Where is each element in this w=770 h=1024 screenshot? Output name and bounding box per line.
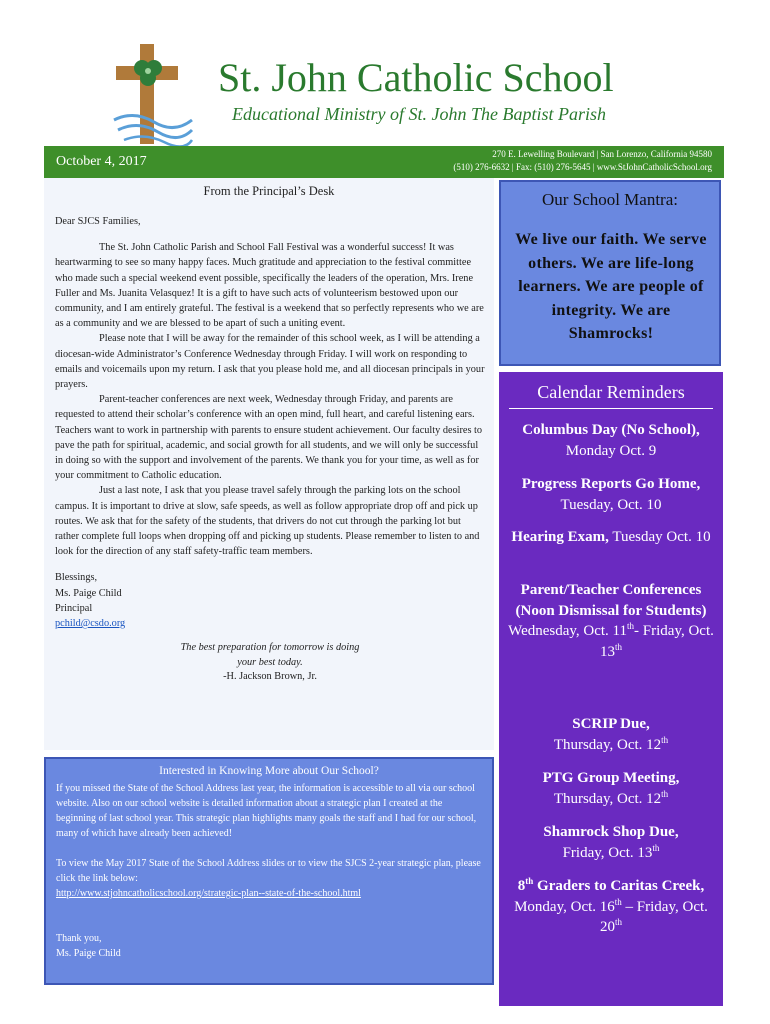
more-info-box — [44, 757, 494, 985]
date-address-bar — [44, 146, 724, 178]
event-date: Friday, Oct. 13 — [562, 844, 653, 861]
calendar-event — [505, 420, 717, 461]
event-date: Monday Oct. 9 — [565, 442, 657, 459]
calendar-event — [505, 474, 717, 515]
calendar-event — [505, 876, 717, 938]
calendar-event — [505, 714, 717, 755]
event-date: Monday, Oct. 16 — [514, 898, 615, 915]
letter-paragraph: Parent-teacher conferences are next week, Wednesday through Friday, and parents are requested to attend their scholar’s conference with an open mind, full heart, and careful listening ears. Teachers want to work in partnership with parents to ensure student achievement. Our faculty desires to pave the path for spiritual, academic, and social growth for all students, and we will only be successful in doing so with the support and involvement of the parents. We thank you for your time, as well as for your commitment to Catholic education. — [55, 394, 483, 482]
calendar-reminders-box — [499, 372, 723, 1006]
principal-letter-section — [44, 178, 494, 750]
event-title: Columbus Day (No School), — [522, 422, 700, 438]
calendar-title: Calendar Reminders — [537, 382, 685, 402]
event-date: – Friday, Oct. 20 — [599, 898, 708, 935]
principal-role: Principal — [55, 602, 93, 614]
principal-email-link[interactable]: pchild@csdo.org — [55, 618, 126, 630]
contact-line: (510) 276-6632 | Fax: (510) 276-5645 | www.StJohnCatholicSchool.org — [453, 162, 712, 172]
calendar-event — [505, 822, 717, 863]
event-title: SCRIP Due, — [572, 716, 650, 732]
address-line: 270 E. Lewelling Boulevard | San Lorenzo, California 94580 — [492, 149, 712, 159]
school-address — [453, 148, 712, 174]
signoff-name: Ms. Paige Child — [56, 948, 121, 959]
event-title: Shamrock Shop Due, — [543, 824, 679, 840]
more-info-body — [56, 781, 481, 961]
event-title: Hearing Exam, — [511, 529, 609, 545]
event-date: Tuesday, Oct. 10 — [560, 496, 662, 513]
more-info-title: Interested in Knowing More about Our School? — [159, 765, 379, 777]
event-title: 8 — [517, 878, 526, 894]
principal-name: Ms. Paige Child — [55, 587, 122, 599]
ordinal-suffix: th — [614, 896, 622, 907]
school-title: St. John Catholic School — [218, 55, 614, 100]
ordinal-suffix: th — [614, 917, 622, 927]
ordinal-suffix: th — [652, 842, 660, 853]
event-date: Wednesday, Oct. 11 — [508, 623, 628, 639]
ordinal-suffix: th — [661, 788, 669, 799]
event-date: Thursday, Oct. 12 — [553, 790, 662, 807]
strategic-plan-link[interactable]: http://www.stjohncatholicschool.org/strategic-plan--state-of-the-school.html — [56, 888, 361, 899]
quote-block — [55, 641, 485, 685]
ordinal-suffix: th — [525, 876, 534, 886]
letter-paragraph: Just a last note, I ask that you please travel safely through the parking lots on the school campus. It is important to drive at slow, safe speeds, as well as follow appropriate drop off and pick up routes. We ask that for the safety of the students, that drivers do not cut through the parking lot but rather complete full loops when dropping off and picking up students. Please remember to listen to and look for the direction of any staff safety-traffic team members. — [55, 485, 480, 558]
event-date: Thursday, Oct. 12 — [553, 736, 662, 753]
mantra-text: We live our faith. We serve others. We are life-long learners. We are people of integrity. We are Shamrocks! — [515, 231, 707, 342]
ordinal-suffix: th — [614, 641, 622, 652]
event-date: - Friday, Oct. 13 — [599, 623, 714, 660]
letter-paragraph: Please note that I will be away for the remainder of this school week, as I will be attending a diocesan-wide Administrator’s Conference Wednesday through Friday. I will work on responding to emails and voicemails upon my return. I ask that you please hold me, and all diocesan principals in your prayers. — [55, 333, 485, 391]
calendar-event — [505, 527, 717, 548]
signoff-line: Thank you, — [56, 933, 102, 944]
calendar-event — [505, 768, 717, 809]
quote-author: -H. Jackson Brown, Jr. — [223, 671, 317, 683]
info-paragraph: If you missed the State of the School Address last year, the information is accessible to all via our school website. Also on our school website is detailed information about a strategic plan I created at the beginning of last school year. This strategic plan highlights many goals the staff and I had for our school, many of which have already been achieved! — [56, 783, 477, 839]
school-mantra-box — [499, 180, 721, 366]
shamrock-icon — [134, 60, 162, 86]
ordinal-suffix: th — [627, 621, 635, 631]
letter-body — [55, 214, 485, 685]
event-title: Graders to Caritas Creek, — [533, 878, 705, 894]
letter-greeting: Dear SJCS Families, — [55, 216, 141, 227]
event-title: Parent/Teacher Conferences (Noon Dismissal for Students) — [515, 582, 707, 619]
event-title: Progress Reports Go Home, — [521, 476, 701, 492]
school-logo — [104, 40, 194, 150]
info-paragraph: To view the May 2017 State of the School Address slides or to view the SJCS 2-year strategic plan, please click the link below: — [56, 858, 481, 884]
quote-line: The best preparation for tomorrow is doing — [180, 642, 360, 654]
quote-line: your best today. — [237, 656, 303, 668]
principal-heading: From the Principal’s Desk — [203, 184, 335, 198]
letter-closing: Blessings, — [55, 572, 98, 584]
event-date: Tuesday Oct. 10 — [608, 529, 711, 545]
letter-paragraph: The St. John Catholic Parish and School Fall Festival was a wonderful success! It was heartwarming to see so many happy faces. Much gratitude and appreciation to the festival committee who made such a special weekend event possible, specifically the leaders of the operation, Mrs. Irene Fuller and Ms. Juanita Velasquez! It is a gift to have such acts of volunteerism bestowed upon our community, and I am entirely grateful. The festival is a weekend that so perfectly represents who we are as a community and we are blessed to be apart of such a uniting event. — [55, 242, 484, 330]
calendar-divider — [509, 408, 713, 409]
event-title: PTG Group Meeting, — [542, 770, 680, 786]
ordinal-suffix: th — [661, 734, 669, 745]
mantra-title: Our School Mantra: — [542, 190, 678, 209]
calendar-event — [505, 580, 717, 662]
newsletter-date: October 4, 2017 — [56, 154, 147, 169]
school-subtitle: Educational Ministry of St. John The Baptist Parish — [232, 104, 606, 124]
